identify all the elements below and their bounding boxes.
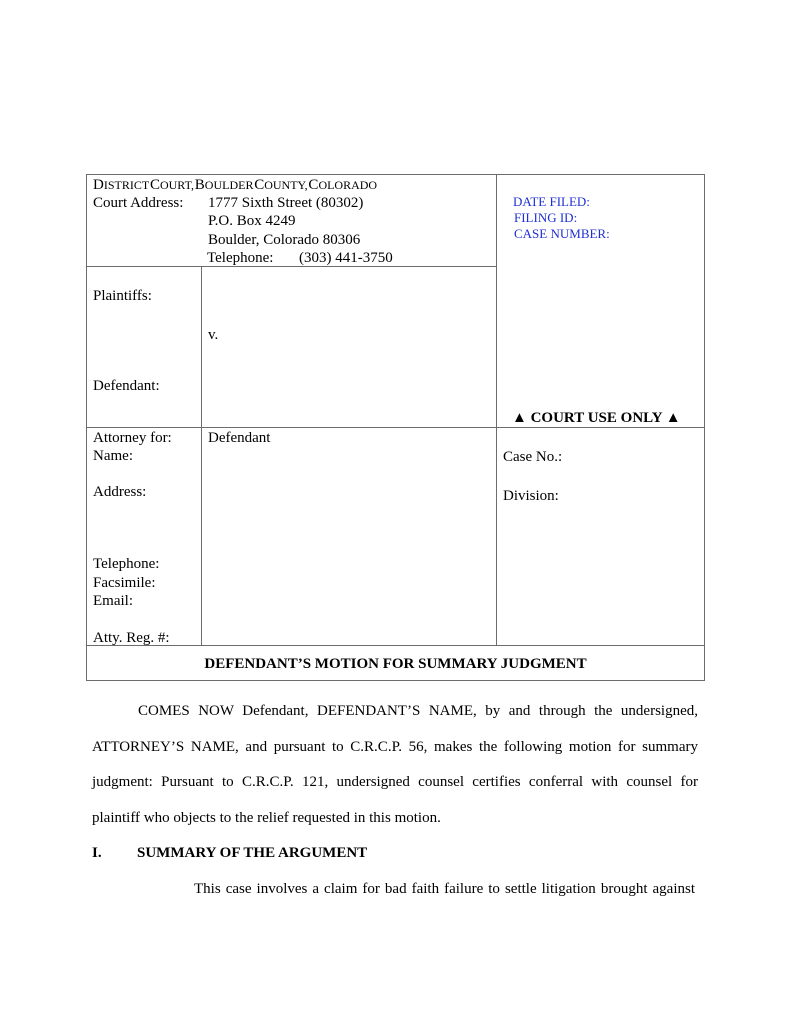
name-label: Name: (93, 448, 133, 464)
caption-party-divider (201, 267, 202, 646)
intro-line-2: ATTORNEY’S NAME, and pursuant to C.R.C.P. 56, makes the following motion for summary (92, 739, 698, 755)
court-use-only-label: ▲ COURT USE ONLY ▲ (512, 410, 681, 426)
section-heading: SUMMARY OF THE ARGUMENT (137, 845, 368, 861)
facsimile-label: Facsimile: (93, 575, 156, 591)
caption-attorney-bottom-line (86, 645, 705, 646)
intro-line-4: plaintiff who objects to the relief requested in this motion. (92, 810, 441, 826)
section-first-line: This case involves a claim for bad faith failure to settle litigation brought against (194, 881, 695, 897)
section-number: I. (92, 845, 102, 861)
court-telephone-label: Telephone: (207, 250, 274, 266)
date-filed-label: DATE FILED: (513, 194, 590, 209)
caption-court-bottom-line (86, 266, 497, 267)
attorney-for-label: Attorney for: (93, 430, 172, 446)
caption-vertical-divider (496, 174, 497, 646)
intro-line-1: COMES NOW Defendant, DEFENDANT’S NAME, by and through the undersigned, (138, 703, 698, 719)
email-label: Email: (93, 593, 133, 609)
case-number-label: CASE NUMBER: (514, 226, 610, 241)
attorney-for-value: Defendant (208, 430, 271, 446)
caption-parties-bottom-line (86, 427, 705, 428)
court-address-line-1: 1777 Sixth Street (80302) (208, 195, 364, 211)
case-no-label: Case No.: (503, 449, 563, 465)
intro-line-3: judgment: Pursuant to C.R.C.P. 121, undersigned counsel certifies conferral with counsel for (92, 774, 698, 790)
court-address-line-3: Boulder, Colorado 80306 (208, 232, 361, 248)
attorney-telephone-label: Telephone: (93, 556, 160, 572)
filing-id-label: FILING ID: (514, 210, 578, 225)
court-name: DISTRICT COURT, BOULDER COUNTY, COLORADO (93, 177, 378, 193)
court-address-line-2: P.O. Box 4249 (208, 213, 296, 229)
division-label: Division: (503, 488, 559, 504)
atty-reg-label: Atty. Reg. #: (93, 630, 170, 646)
court-address-label: Court Address: (93, 195, 184, 211)
court-telephone-value: (303) 441-3750 (299, 250, 393, 266)
versus-label: v. (208, 327, 219, 343)
plaintiffs-label: Plaintiffs: (93, 288, 152, 304)
defendant-label: Defendant: (93, 378, 160, 394)
document-title: DEFENDANT’S MOTION FOR SUMMARY JUDGMENT (204, 656, 587, 672)
address-label: Address: (93, 484, 147, 500)
